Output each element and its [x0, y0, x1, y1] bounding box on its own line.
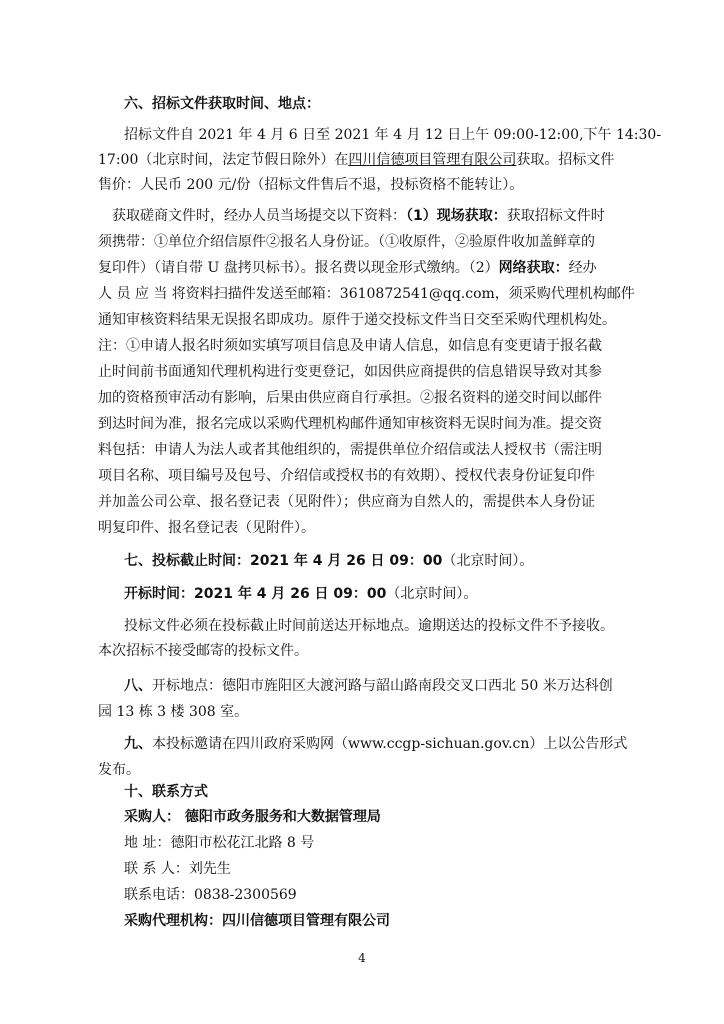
paragraph-line: 明复印件、报名登记表（见附件）。 — [98, 520, 315, 536]
buyer-contact: 联 系 人：刘先生 — [124, 861, 231, 877]
paragraph-line: 项目名称、项目编号及包号、介绍信或授权书的有效期）、授权代表身份证复印件 — [98, 468, 595, 484]
page-number: 4 — [358, 951, 366, 965]
paragraph-line: 须携带：①单位介绍信原件②报名人身份证。（①收原件，②验原件收加盖鲜章的 — [98, 234, 595, 250]
paragraph-line: 加的资格预审活动有影响，后果由供应商自行承担。②报名资料的递交时间以邮件 — [98, 390, 602, 406]
bid-deadline: 七、投标截止时间：2021 年 4 月 26 日 09：00（北京时间）。 — [124, 553, 534, 569]
paragraph-line: 招标文件自 2021 年 4 月 6 日至 2021 年 4 月 12 日上午 09:00-12:00,下午 14:30- — [124, 127, 662, 143]
paragraph-line: 投标文件必须在投标截止时间前送达开标地点。逾期送达的投标文件不予接收。 — [124, 618, 614, 634]
paragraph-line: 并加盖公司公章、报名登记表（见附件）；供应商为自然人的，需提供本人身份证 — [98, 494, 595, 510]
publication-note: 九、本投标邀请在四川政府采购网（www.ccgp-sichuan.gov.cn）上以公告形式 — [124, 736, 628, 752]
agency-name-link: 四川信德项目管理有限公司 — [348, 152, 517, 168]
paragraph-line: 售价：人民币 200 元/份（招标文件售后不退，投标资格不能转让）。 — [98, 177, 524, 193]
paragraph-line: 复印件）（请自带 U 盘拷贝标书）。报名费以现金形式缴纳。（2）网络获取：经办 — [98, 260, 597, 276]
agency-name: 采购代理机构：四川信德项目管理有限公司 — [124, 913, 390, 929]
paragraph-line: 人 员 应 当 将资料扫描件发送至邮箱：3610872541@qq.com，须采购代理机构邮件 — [98, 286, 635, 302]
opening-location: 八、开标地点：德阳市旌阳区大渡河路与韶山路南段交叉口西北 50 米万达科创 — [124, 678, 613, 694]
section-10-heading: 十、联系方式 — [124, 784, 208, 800]
buyer-phone: 联系电话：0838-2300569 — [124, 887, 297, 903]
buyer-address: 地 址：德阳市松花江北路 8 号 — [124, 835, 315, 851]
paragraph-line: 园 13 栋 3 楼 308 室。 — [98, 704, 249, 720]
section-6-heading: 六、招标文件获取时间、地点： — [124, 96, 320, 112]
buyer-name: 采购人： 德阳市政务服务和大数据管理局 — [124, 809, 381, 825]
paragraph-line: 本次招标不接受邮寄的投标文件。 — [98, 643, 308, 659]
opening-time: 开标时间：2021 年 4 月 26 日 09：00（北京时间）。 — [124, 586, 478, 602]
paragraph-line: 17:00（北京时间，法定节假日除外）在四川信德项目管理有限公司获取。招标文件 — [98, 152, 615, 168]
paragraph-line: 通知审核资料结果无误报名即成功。原件于递交投标文件当日交至采购代理机构处。 — [98, 312, 616, 328]
paragraph-line: 到达时间为准，报名完成以采购代理机构邮件通知审核资料无误时间为准。提交资 — [98, 416, 602, 432]
paragraph-line: 获取磋商文件时，经办人员当场提交以下资料：（1）现场获取：获取招标文件时 — [112, 208, 605, 224]
paragraph-line: 止时间前书面通知代理机构进行变更登记，如因供应商提供的信息错误导致对其参 — [98, 364, 602, 380]
paragraph-line: 注：①申请人报名时须如实填写项目信息及申请人信息，如信息有变更请于报名截 — [98, 338, 602, 354]
paragraph-line: 料包括：申请人为法人或者其他组织的，需提供单位介绍信或法人授权书（需注明 — [98, 442, 602, 458]
paragraph-line: 发布。 — [98, 762, 140, 778]
